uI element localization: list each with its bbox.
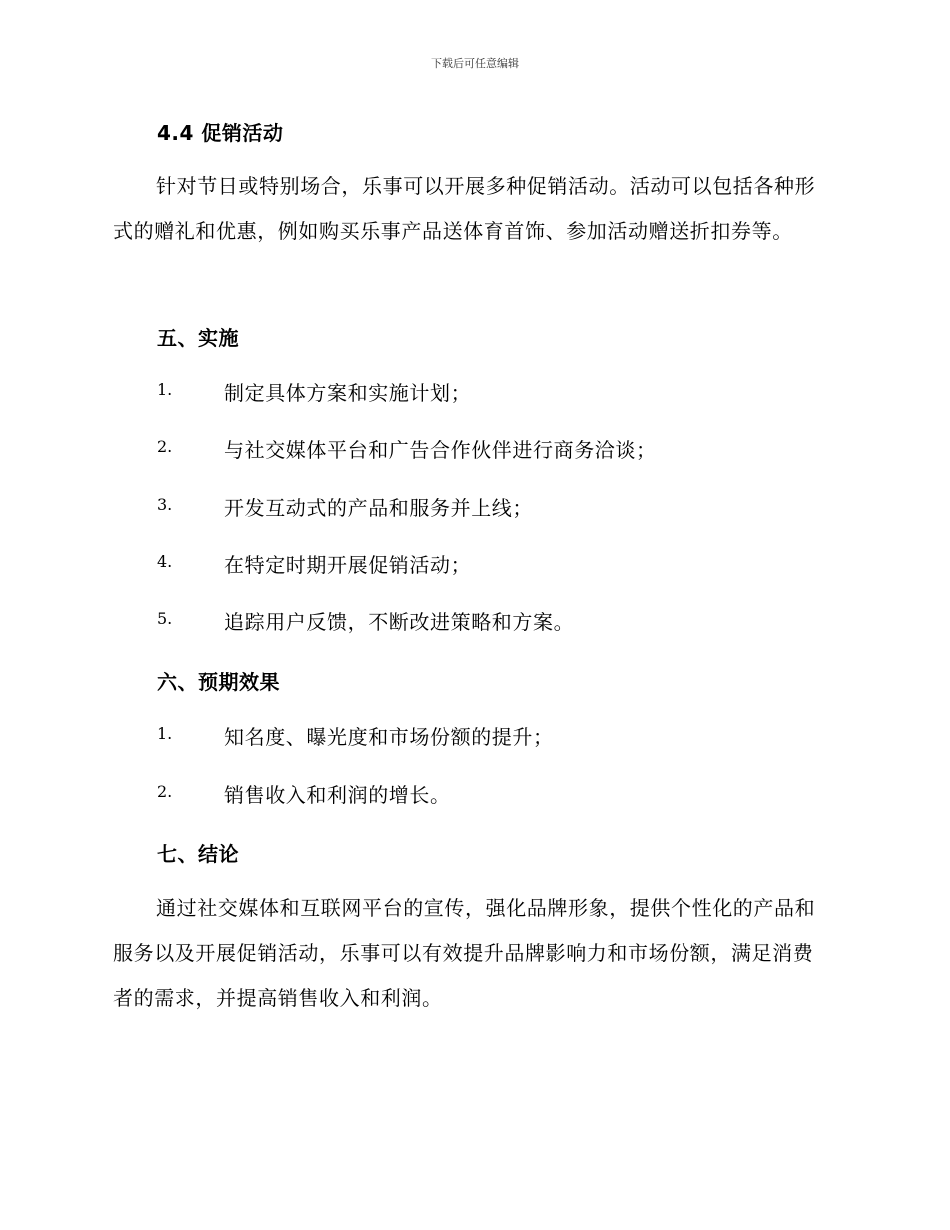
list-number: 1.: [157, 380, 173, 399]
list-number: 4.: [157, 552, 173, 571]
page-header-note: 下载后可任意编辑: [431, 57, 519, 70]
list-item: [157, 606, 837, 636]
list-text: 与社交媒体平台和广告合作伙伴进行商务洽谈；: [224, 438, 657, 462]
list-number: 2.: [157, 782, 173, 801]
section-heading-implementation: 五、实施: [157, 326, 239, 350]
section-heading-promo: 4.4 促销活动: [157, 121, 284, 145]
section-heading-expected: 六、预期效果: [157, 670, 280, 694]
list-text: 追踪用户反馈，不断改进策略和方案。: [224, 610, 575, 634]
list-item: [157, 549, 837, 579]
list-number: 5.: [157, 609, 173, 628]
list-text: 在特定时期开展促销活动；: [224, 553, 472, 577]
list-number: 3.: [157, 495, 173, 514]
conclusion-paragraph: 通过社交媒体和互联网平台的宣传，强化品牌形象，提供个性化的产品和服务以及开展促销活动，乐事可以有效提升品牌影响力和市场份额，满足消费者的需求，并提高销售收入和利润。: [113, 896, 816, 1010]
list-item: [157, 377, 837, 407]
list-item: [157, 434, 837, 464]
list-text: 制定具体方案和实施计划；: [224, 381, 472, 405]
list-item: [157, 779, 837, 809]
list-item: [157, 492, 837, 522]
promo-paragraph: 针对节日或特别场合，乐事可以开展多种促销活动。活动可以包括各种形式的赠礼和优惠，例如购买乐事产品送体育首饰、参加活动赠送折扣券等。: [113, 174, 816, 243]
list-text: 开发互动式的产品和服务并上线；: [224, 496, 533, 520]
list-text: 知名度、曝光度和市场份额的提升；: [224, 725, 554, 749]
list-number: 2.: [157, 437, 173, 456]
list-text: 销售收入和利润的增长。: [224, 783, 451, 807]
list-item: [157, 721, 837, 751]
section-heading-conclusion: 七、结论: [157, 842, 239, 866]
list-number: 1.: [157, 724, 173, 743]
